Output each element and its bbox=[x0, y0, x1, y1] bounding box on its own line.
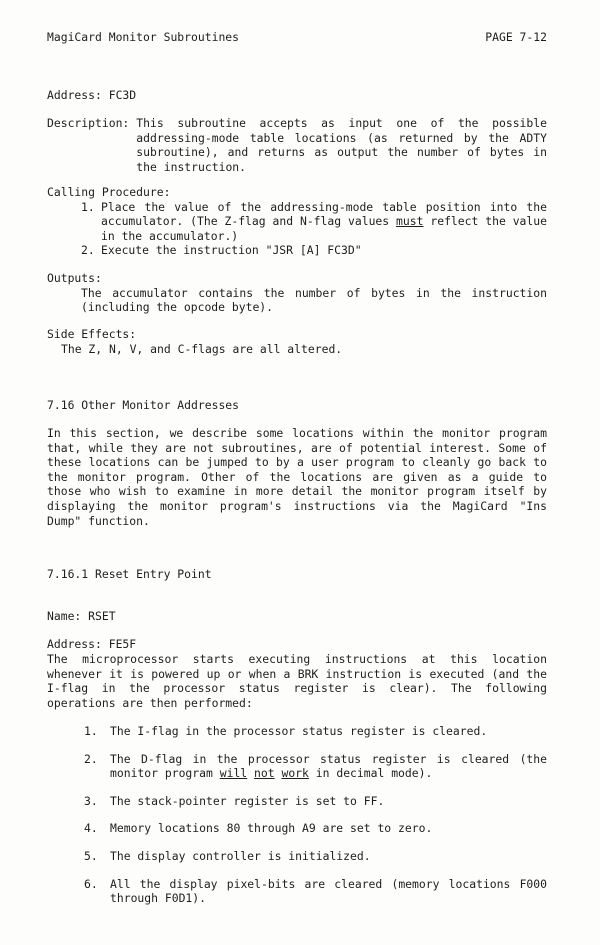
side-effects-text: The Z, N, V, and C-flags are all altered. bbox=[61, 341, 343, 356]
step-number: 2. bbox=[81, 243, 95, 258]
calling-procedure-block bbox=[47, 185, 547, 258]
address-line: Address: FC3D bbox=[47, 88, 137, 102]
calling-procedure-label: Calling Procedure: bbox=[47, 185, 171, 199]
side-effects-block bbox=[47, 327, 547, 356]
description-text: This subroutine accepts as input one of the possible addressing-mode table locations (as returned by the ADTY subroutine), and returns as output the number of bytes in the instruction. bbox=[136, 116, 547, 174]
reset-body: The microprocessor starts executing instructions at this location whenever it is powered up or when a BRK instruction is executed (and the I-flag in the processor status register is clear). The following operations are then performed: bbox=[47, 652, 547, 710]
reset-address-line: Address: FE5F bbox=[47, 637, 137, 651]
outputs-block bbox=[47, 271, 547, 315]
list-item: 1. The I-flag in the processor status register is cleared. bbox=[84, 724, 488, 738]
list-item: 2. The D-flag in the processor status register is cleared (the monitor program will not work in decimal mode). bbox=[84, 751, 547, 781]
page-number: PAGE 7-12 bbox=[485, 30, 547, 44]
outputs-text: The accumulator contains the number of bytes in the instruction (including the opcode byte). bbox=[81, 285, 547, 315]
step-text: Place the value of the addressing-mode table position into the accumulator. (The Z-flag and N-flag values must reflect the value in the accumulator.) bbox=[101, 199, 547, 243]
outputs-label: Outputs: bbox=[47, 271, 102, 285]
list-item: 4. Memory locations 80 through A9 are set to zero. bbox=[84, 821, 433, 836]
step-number: 1. bbox=[81, 199, 95, 214]
description-block bbox=[47, 116, 547, 174]
reset-operations-list bbox=[47, 724, 547, 906]
section-716-body: In this section, we describe some locations within the monitor program that, while they are not subroutines, are of potential interest. Some of these locations can be jumped to by a user program to cleanly go back to the monitor program. Other of the locations are given as a guide to those who wish to examine in more detail the monitor program itself by displaying the monitor program's instructions via the MagiCard "Ins Dump" function. bbox=[47, 426, 547, 528]
step-text: Execute the instruction "JSR [A] FC3D" bbox=[101, 243, 362, 258]
section-716-title: 7.16 Other Monitor Addresses bbox=[47, 398, 240, 412]
header-title: MagiCard Monitor Subroutines bbox=[47, 30, 240, 44]
calling-step bbox=[81, 200, 547, 244]
list-item: 3. The stack-pointer register is set to FF. bbox=[84, 793, 385, 808]
list-item: 6. All the display pixel-bits are cleared (memory locations F000 through F0D1). bbox=[84, 876, 547, 906]
list-item: 5. The display controller is initialized. bbox=[84, 848, 371, 863]
name-line: Name: RSET bbox=[47, 609, 116, 623]
calling-step bbox=[81, 243, 547, 258]
description-label: Description: bbox=[47, 116, 130, 130]
side-effects-label: Side Effects: bbox=[47, 327, 137, 341]
page-header bbox=[47, 30, 547, 45]
section-7161-title: 7.16.1 Reset Entry Point bbox=[47, 567, 212, 581]
